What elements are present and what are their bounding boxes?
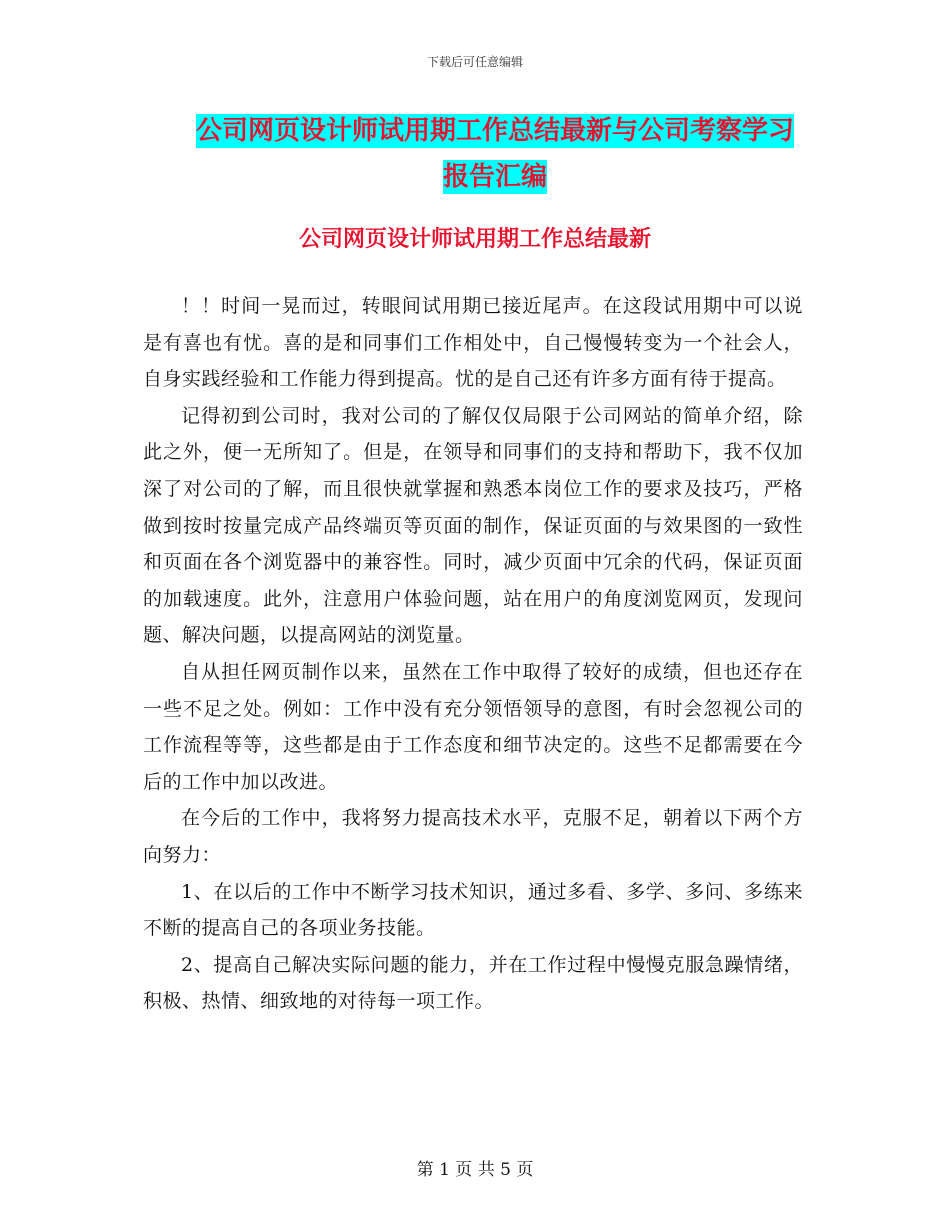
paragraph-2: 记得初到公司时，我对公司的了解仅仅局限于公司网站的简单介绍，除此之外，便一无所知了。但是，在领导和同事们的支持和帮助下，我不仅加深了对公司的了解，而且很快就掌握和熟悉本岗位工作的要求及技巧，严格做到按时按量完成产品终端页等页面的制作，保证页面的与效果图的一致性和页面在各个浏览器中的兼容性。同时，减少页面中冗余的代码，保证页面的加载速度。此外，注意用户体验问题，站在用户的角度浏览网页，发现问题、解决问题，以提高网站的浏览量。 [143,404,803,647]
document-body [143,288,803,1020]
paragraph-3: 自从担任网页制作以来，虽然在工作中取得了较好的成绩，但也还存在一些不足之处。例如：工作中没有充分领悟领导的意图，有时会忽视公司的工作流程等等，这些都是由于工作态度和细节决定的。这些不足都需要在今后的工作中加以改进。 [143,660,803,793]
section-title: 公司网页设计师试用期工作总结最新 [298,227,651,252]
paragraph-4: 在今后的工作中，我将努力提高技术水平，克服不足，朝着以下两个方向努力： [143,807,803,866]
document-title-line1: 公司网页设计师试用期工作总结最新与公司考察学习 [195,116,794,146]
document-title [150,108,840,200]
paragraph-6: 2、提高自己解决实际问题的能力，并在工作过程中慢慢克服急躁情绪，积极、热情、细致地的对待每一项工作。 [143,953,803,1013]
paragraph-5: 1、在以后的工作中不断学习技术知识，通过多看、多学、多问、多练来不断的提高自己的各项业务技能。 [143,880,803,940]
page-footer: 第 1 页 共 5 页 [416,1160,534,1180]
paragraph-1: ！！时间一晃而过，转眼间试用期已接近尾声。在这段试用期中可以说是有喜也有忧。喜的是和同事们工作相处中，自己慢慢转变为一个社会人，自身实践经验和工作能力得到提高。忧的是自己还有许多方面有待于提高。 [143,295,803,391]
document-title-line2: 报告汇编 [442,162,547,192]
header-note: 下载后可任意编辑 [426,55,523,69]
